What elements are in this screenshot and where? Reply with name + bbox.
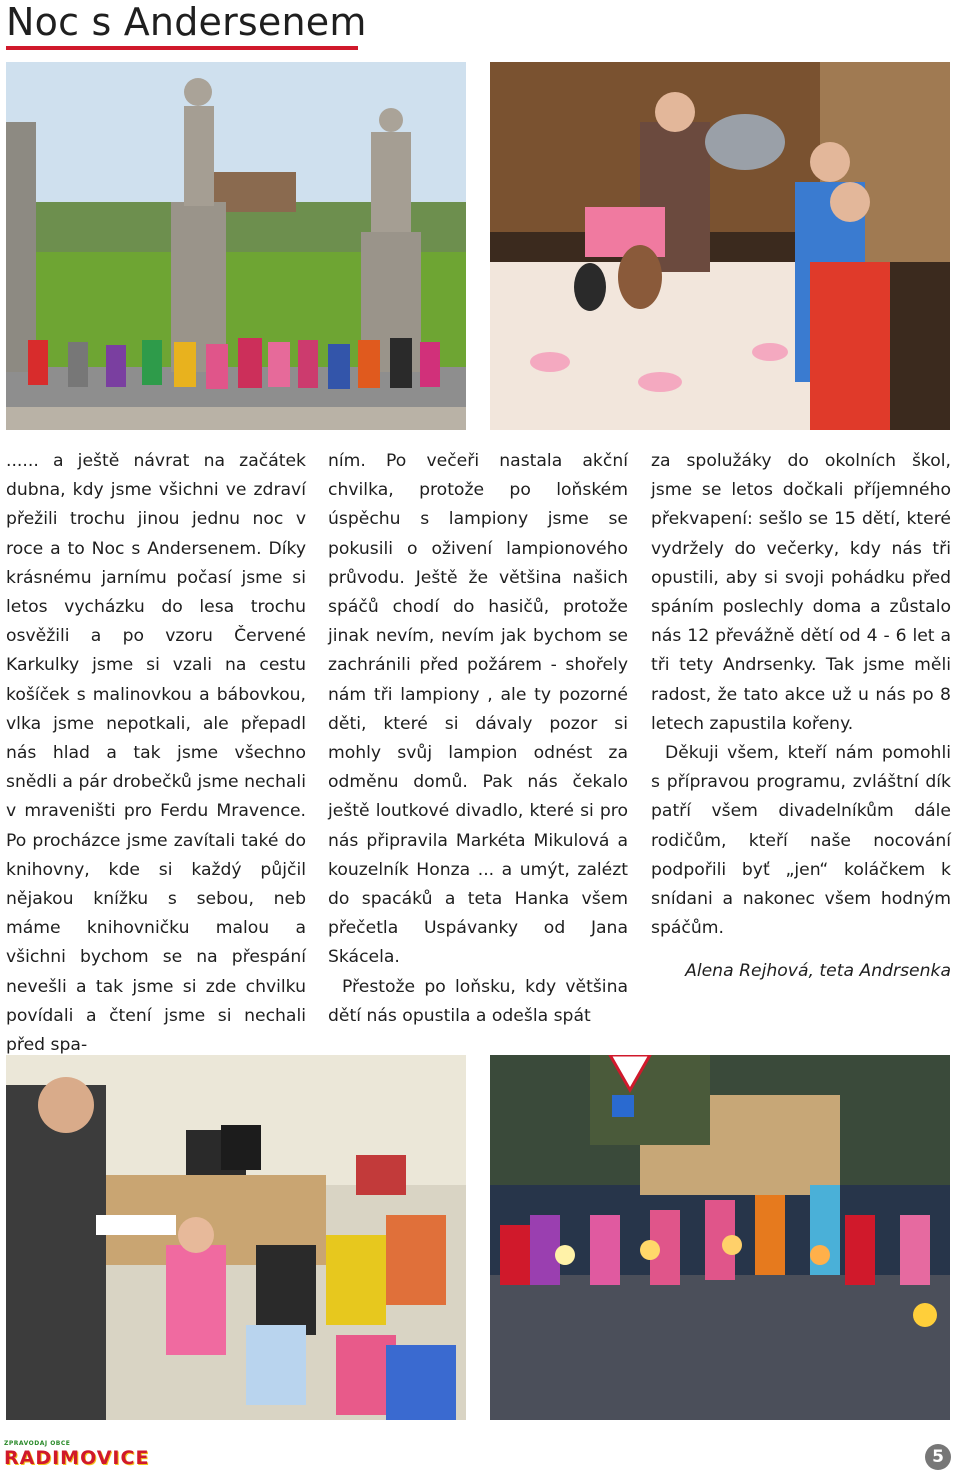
article-paragraph: za spolužáky do okolních škol, jsme se letos dočkali příjemného překvapení: sešlo se 15 dětí, které vydržely do večerky, kdy nás tři opustili, aby si svoji pohádku před spáním poslechly doma a zůstalo nás 12 převážně dětí od 4 - 6 let a tři tety Andrsenky. Tak jsme měli radost, že tato akce už u nás po 8 letech zapustila kořeny.: [651, 451, 951, 734]
article-paragraph: ním. Po večeři nastala akční chvilka, protože po loňském úspěchu s lampiony jsme se pokusili o oživení lampionového průvodu. Ještě že většina našich spáčů chodí do hasičů, protože jinak nevím, nevím jak bychom se zachránili před požárem - shořely nám tři lampiony , ale ty pozorné děti, které si dávaly pozor si mohly svůj lampion odnést za odměnu domů. Pak nás čekalo ještě loutkové divadlo, které si pro nás připravila Markéta Mikulová a kouzelník Honza ... a umýt, zalézt do spacáků a teta Hanka všem přečetla Uspávanky od Jana Skácela.: [328, 451, 628, 968]
article-paragraph: Přestože po loňsku, kdy většina dětí nás opustila a odešla spát: [328, 976, 628, 1026]
page-number: 5: [925, 1444, 951, 1470]
article-column-2: [328, 447, 628, 1031]
publication-name: RADIMOVICE: [4, 1447, 150, 1469]
publication-subtitle: ZPRAVODAJ OBCE: [4, 1440, 71, 1447]
photo-puppet-show: [490, 62, 950, 430]
article-signature: Alena Rejhová, teta Andrsenka: [685, 961, 951, 982]
article-paragraph: Děkuji všem, kteří nám pomohli s přípravou programu, zvláštní dík patří všem divadelníkům dále rodičům, kteří naše nocování podpořili byť „jen“ koláčkem k snídani a nakonec všem hodným spáčům.: [651, 743, 951, 939]
photo-lantern-parade: [490, 1055, 950, 1420]
article-column-1: [6, 447, 306, 1060]
photo-library-reading: [6, 1055, 466, 1420]
title-underline: [6, 46, 358, 50]
page-title: Noc s Andersenem: [6, 0, 367, 44]
publication-logo: [4, 1440, 149, 1469]
photo-children-statues: [6, 62, 466, 430]
article-column-3: [651, 447, 951, 987]
article-paragraph: ...... a ještě návrat na začátek dubna, kdy jsme všichni ve zdraví přežili trochu jinou jednu noc v roce a to Noc s Andersenem. Díky krásnému jarnímu počasí jsme si letos vycházku do lesa trochu osvěžili a po vzoru Červené Karkulky jsme si vzali na cestu košíček s malinovkou a bábovkou, vlka jsme nepotkali, ale přepadl nás hlad a tak jsme všechno snědli a pár drobečků jsme nechali v mraveništi pro Ferdu Mravence. Po procházce jsme zavítali také do knihovny, kde si každý půjčil nějakou knížku s sebou, neb máme knihovničku malou a všichni bychom se na přespání nevešli a tak jsme si zde chvilku povídali a čtení jsme si nechali před spa-: [6, 451, 306, 1056]
